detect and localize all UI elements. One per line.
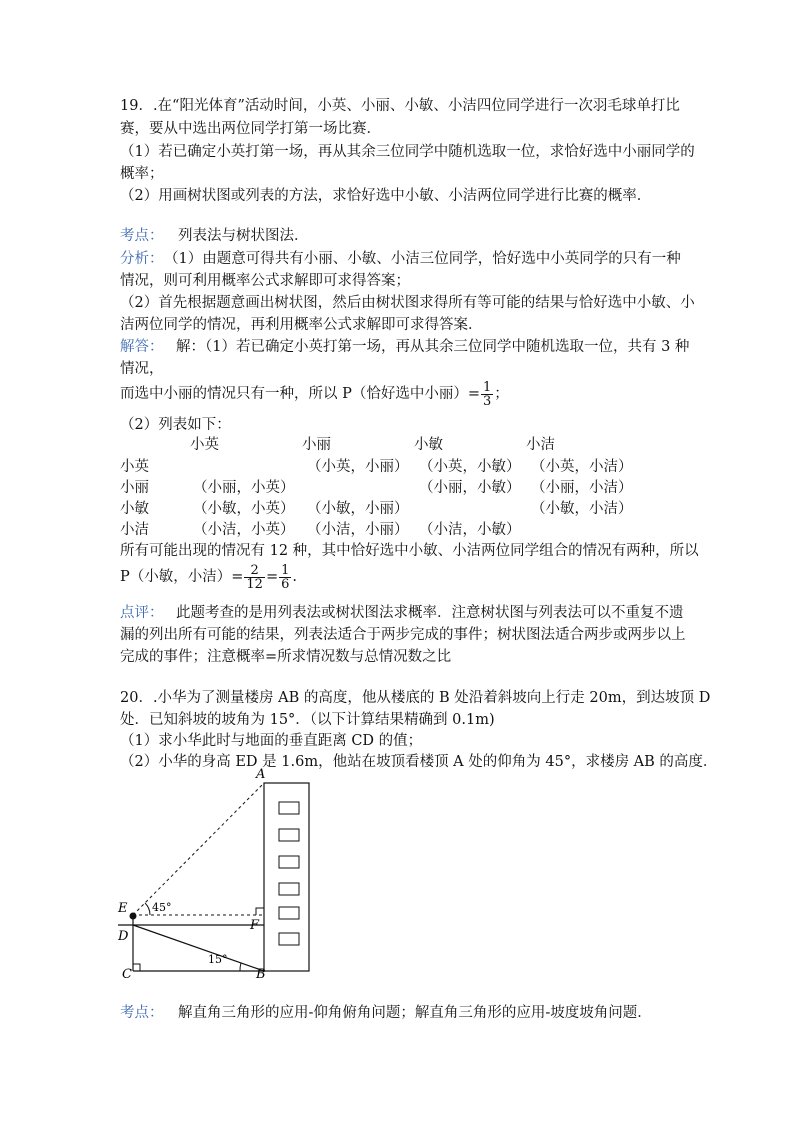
fenxi-text-1: （1）由题意可得共有小丽、小敏、小洁三位同学，恰好选中小英同学的只有一种 [164,251,681,267]
table-cell: （小洁，小敏） [419,522,521,538]
table-row-label: 小丽 [120,480,149,496]
table-header-2: 小敏 [414,437,443,453]
q19-conclusion-line1: 所有可能出现的情况有 12 种，其中恰好选中小敏、小洁两位同学组合的情况有两种，所以 [120,543,699,559]
angle-15-arc [240,963,241,971]
angle-45-arc [145,903,150,915]
building-windows [279,802,299,945]
q20-kaodian [120,1003,652,1023]
q19-part2: （2）用画树状图或列表的方法，求恰好选中小敏、小洁两位同学进行比赛的概率． [120,188,652,204]
table-cell: （小英，小丽） [307,459,409,475]
label-a: A [256,767,266,782]
jieda-tag: 解答： [120,339,164,355]
fraction-one-sixth: $\frac{1}{6}$ [281,562,290,592]
q19-jieda-line2: 情况， [120,361,164,377]
q19-fenxi-line3: （2）首先根据题意画出树状图，然后由树状图求得所有等可能的结果与恰好选中小敏、小 [120,295,695,311]
q20-stem-line2: 处．已知斜坡的坡角为 15°．（以下计算结果精确到 0.1m) [120,712,495,728]
table-cell: （小敏，小英） [193,501,295,517]
table-cell: （小洁，小英） [193,522,295,538]
table-cell: （小丽，小洁） [531,480,633,496]
q19-dianping-line2: 漏的列出所有可能的结果，列表法适合于两步完成的事件；树状图法适合两步或两步以上 [120,627,686,643]
window [279,829,299,841]
table-cell: （小英，小洁） [531,459,633,475]
table-header-1: 小丽 [302,437,331,453]
kaodian-tag: 考点： [120,1005,164,1021]
q19-dianping-line3: 完成的事件；注意概率=所求情况数与总情况数之比 [120,649,452,665]
table-row-label: 小洁 [120,522,149,538]
right-angle-f [256,908,264,915]
q19-fenxi-line2: 情况，则可利用概率公式求解即可求得答案； [120,273,410,289]
right-angle-c [133,964,140,971]
conclusion-end: . [292,569,297,585]
q19-stem-line1: 19．.在“阳光体育”活动时间，小英、小丽、小敏、小洁四位同学进行一次羽毛球单打比 [120,98,680,114]
kaodian-text: 解直角三角形的应用-仰角俯角问题；解直角三角形的应用-坡度坡角问题． [178,1005,652,1021]
table-row-label: 小英 [120,459,149,475]
conclusion-prefix: P（小敏，小洁）= [120,569,244,585]
jieda-text-3-end: ； [494,386,509,402]
window [279,802,299,814]
table-header-0: 小英 [190,437,219,453]
q19-table-intro: （2）列表如下： [120,417,231,433]
q19-part1-line1: （1）若已确定小英打第一场，再从其余三位同学中随机选取一位，求恰好选中小丽同学的 [120,144,695,160]
dashed-ea [133,783,264,915]
table-header-3: 小洁 [526,437,555,453]
kaodian-tag: 考点： [120,228,164,244]
dianping-text-1: 此题考查的是用列表法或树状图法求概率．注意树状图与列表法可以不重复不遗 [176,605,684,621]
building-outline [264,783,309,971]
q20-part1: （1）求小华此时与地面的垂直距离 CD 的值； [120,733,423,749]
table-cell: （小敏，小丽） [307,501,409,517]
window [279,883,299,895]
table-cell: （小英，小敏） [419,459,521,475]
jieda-text-3: 而选中小丽的情况只有一种，所以 P（恰好选中小丽）= [120,386,481,402]
equals-sign: = [265,569,279,585]
label-b: B [256,967,266,982]
table-cell: （小丽，小敏） [419,480,521,496]
label-c: C [122,967,132,982]
jieda-text-1: 解：（1）若已确定小英打第一场，再从其余三位同学中随机选取一位，共有 3 种 [176,339,690,355]
table-cell: （小敏，小洁） [531,501,633,517]
table-row-label: 小敏 [120,501,149,517]
point-e [130,913,137,920]
q20-stem-line1: 20．.小华为了测量楼房 AB 的高度，他从楼底的 B 处沿着斜坡向上行走 20m，到达坡顶 D [120,690,711,706]
window [279,933,299,945]
q19-part1-line2: 概率； [120,166,164,182]
q19-stem-line2: 赛，要从中选出两位同学打第一场比赛． [120,121,381,137]
q19-fenxi-line4: 洁两位同学的情况，再利用概率公式求解即可求得答案． [120,317,483,333]
fraction-two-twelfths: $\frac{2}{12}$ [246,562,263,592]
kaodian-text: 列表法与树状图法． [178,228,309,244]
table-cell: （小丽，小英） [193,480,295,496]
window [279,907,299,919]
dianping-tag: 点评： [120,605,164,621]
table-cell: （小洁，小丽） [307,522,409,538]
fraction-one-third: $\frac{1}{3}$ [483,379,492,409]
label-f: F [250,918,260,933]
angle-15-label: 15° [208,953,228,966]
label-e: E [118,901,128,916]
window [279,856,299,868]
label-d: D [118,929,129,944]
slope-db [133,925,264,971]
fenxi-tag: 分析： [120,251,164,267]
angle-45-label: 45° [152,901,172,914]
q20-part2: （2）小华的身高 ED 是 1.6m，他站在坡顶看楼顶 A 处的仰角为 45°，求楼房 AB 的高度． [120,754,718,770]
